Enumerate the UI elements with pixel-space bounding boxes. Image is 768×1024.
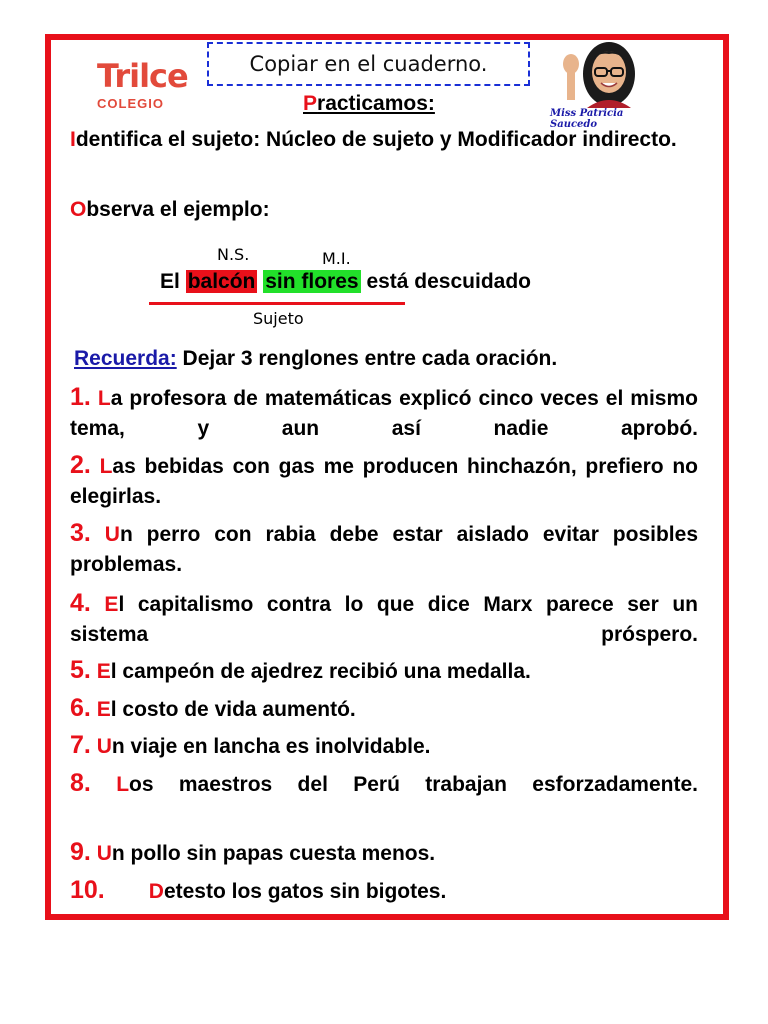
sentence-initial: U	[96, 735, 112, 758]
sentence-number: 9.	[70, 838, 91, 866]
sentence-text: as bebidas con gas me producen hinchazón, prefiero no elegirlas.	[70, 455, 698, 508]
sentence-3	[70, 518, 698, 580]
sentence-initial: U	[104, 523, 120, 546]
observe-rest: bserva el ejemplo:	[86, 198, 270, 221]
sentence-number: 7.	[70, 731, 91, 759]
sentence-text: l campeón de ajedrez recibió una medalla.	[110, 660, 531, 683]
sentence-number: 1.	[70, 383, 91, 411]
example-before: El	[160, 270, 180, 293]
sentence-number: 4.	[70, 589, 91, 617]
sentence-8	[70, 768, 698, 800]
teacher-avatar-icon	[549, 38, 649, 108]
sentence-initial: L	[97, 387, 111, 410]
sentence-initial: D	[148, 880, 164, 903]
title-initial: P	[303, 92, 318, 115]
reminder-text: Dejar 3 renglones entre cada oración.	[182, 347, 558, 370]
instruction-rest: dentifica el sujeto: Núcleo de sujeto y Modificador indirecto.	[75, 128, 677, 151]
sentence-text: a profesora de matemáticas explicó cinco veces el mismo tema, y aun así nadie aprobó.	[70, 387, 698, 440]
sentence-1	[70, 382, 698, 444]
sentence-number: 3.	[70, 519, 91, 547]
ns-label: N.S.	[217, 245, 250, 264]
sentence-number: 8.	[70, 769, 91, 797]
observe-text	[70, 195, 698, 225]
subject-underline	[149, 302, 405, 305]
example-modificador: sin flores	[265, 270, 359, 293]
sentence-number: 5.	[70, 656, 91, 684]
sentence-number: 6.	[70, 694, 91, 722]
logo-subtitle: COLEGIO	[97, 96, 164, 111]
sentence-initial: E	[96, 660, 111, 683]
school-logo	[97, 57, 188, 111]
sentence-4	[70, 588, 698, 650]
sentence-initial: U	[96, 842, 112, 865]
sentence-text: n perro con rabia debe estar aislado evitar posibles problemas.	[70, 523, 698, 576]
reminder-label: Recuerda:	[74, 347, 177, 370]
sentence-number: 2.	[70, 451, 91, 479]
sentence-text: os maestros del Perú trabajan esforzadamente.	[129, 773, 698, 796]
sentence-text: etesto los gatos sin bigotes.	[163, 880, 447, 903]
sentence-initial: L	[116, 773, 130, 796]
example-after: está descuidado	[366, 270, 531, 293]
instruction-initial: I	[70, 128, 76, 151]
sentence-text: l costo de vida aumentó.	[110, 698, 356, 721]
page-title	[303, 92, 435, 116]
example-sentence	[160, 270, 531, 294]
sentence-10	[70, 875, 698, 907]
sentence-2	[70, 450, 698, 512]
logo-name: Trilce	[97, 57, 188, 95]
sentence-initial: E	[104, 593, 119, 616]
teacher-name: Miss Patricia Saucedo	[550, 108, 624, 130]
reminder	[74, 344, 702, 374]
sentence-6	[70, 693, 698, 725]
sujeto-label: Sujeto	[253, 309, 304, 328]
sentence-initial: E	[96, 698, 111, 721]
sentence-text: l capitalismo contra lo que dice Marx parece ser un sistema próspero.	[70, 593, 698, 646]
sentence-number: 10.	[70, 876, 105, 904]
sentence-initial: L	[99, 455, 113, 478]
sentence-text: n viaje en lancha es inolvidable.	[111, 735, 431, 758]
sentence-7	[70, 730, 698, 762]
mi-label: M.I.	[322, 249, 351, 268]
observe-initial: O	[70, 198, 87, 221]
copy-instruction-box: Copiar en el cuaderno.	[207, 42, 530, 86]
sentence-5	[70, 655, 698, 687]
sentence-text: n pollo sin papas cuesta menos.	[111, 842, 436, 865]
title-rest: racticamos:	[317, 92, 435, 115]
instruction-text	[70, 125, 698, 155]
example-nucleo: balcón	[187, 270, 256, 293]
sentence-9	[70, 837, 698, 869]
